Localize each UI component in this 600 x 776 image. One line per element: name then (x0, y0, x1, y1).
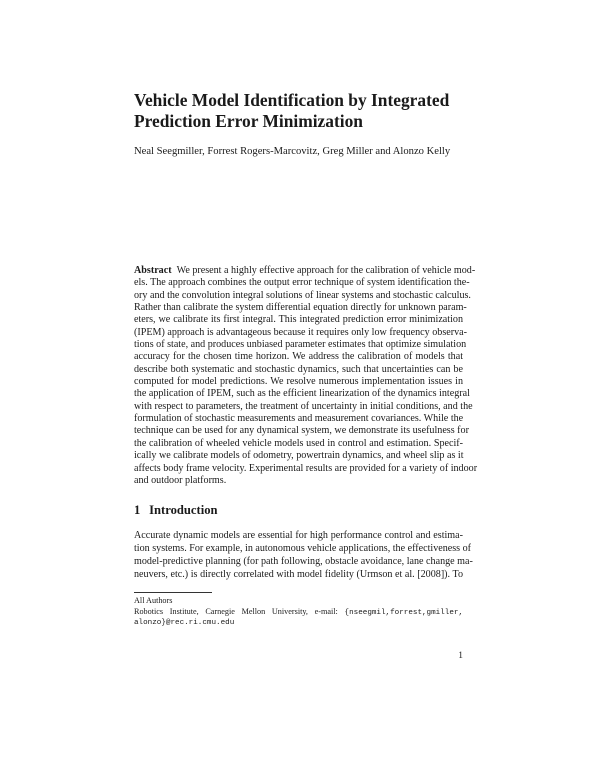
footnote-heading: All Authors (134, 596, 173, 605)
abstract-line (134, 265, 476, 277)
abstract-line: els. The approach combines the output error technique of system identification the- (134, 277, 470, 289)
abstract (134, 265, 478, 487)
abstract-line: computed for model predictions. We resolve numerous implementation issues in (134, 376, 463, 388)
abstract-line: ically we calibrate models of odometry, powertrain dynamics, and wheel slip as it (134, 450, 464, 462)
abstract-line: (IPEM) approach is advantageous because it requires only low frequency observa- (134, 326, 467, 338)
introduction-body (134, 530, 473, 582)
abstract-line: affects body frame velocity. Experimental results are provided for a variety of indoor (134, 462, 478, 474)
abstract-line: technique can be used for any dynamical system, we demonstrate its usefulness for (134, 425, 469, 437)
section-title: Introduction (149, 503, 218, 517)
abstract-line: formulation of stochastic measurements and measurement covariances. While the (134, 413, 464, 425)
abstract-label: Abstract (134, 265, 172, 276)
abstract-text: We present a highly effective approach for the calibration of vehicle mod- (176, 265, 476, 276)
body-line: tion systems. For example, in autonomous vehicle applications, the effectiveness of (134, 542, 472, 554)
paper-title (134, 90, 474, 132)
title-line: Vehicle Model Identification by Integrated (134, 90, 450, 110)
title-line: Prediction Error Minimization (134, 111, 363, 131)
body-line: Accurate dynamic models are essential for high performance control and estima- (134, 530, 463, 541)
page-number: 1 (458, 651, 463, 661)
abstract-line: the calibration of wheeled vehicle models used in control and estimation. Specif- (134, 437, 463, 449)
abstract-line: with respect to parameters, the treatment of uncertainty in initial conditions, and the (134, 400, 473, 412)
abstract-line: accuracy for the chosen time horizon. We address the calibration of models that (134, 351, 463, 363)
body-line: neuvers, etc.) is directly correlated with model fidelity (Urmson et al. [2008]). To (134, 568, 463, 580)
abstract-line: eters, we calibrate its first integral. This integrated prediction error minimization (134, 314, 463, 326)
footnote (134, 596, 463, 629)
footnote-email: {nseegmil,forrest,gmiller, (344, 608, 464, 617)
footnote-rule (134, 592, 212, 593)
abstract-line: ory and the convolution integral solutions of linear systems and stochastic calculus. (134, 289, 471, 301)
abstract-line: describe both systematic and stochastic dynamics, such that uncertainties can be (134, 363, 463, 375)
footnote-email-cont: alonzo}@rec.ri.cmu.edu (134, 619, 235, 627)
body-line: model-predictive planning (for path following, obstacle avoidance, lane change ma- (134, 555, 473, 567)
abstract-line: tions of state, and produces unbiased parameter estimates that optimize simulation (134, 339, 467, 351)
section-heading (134, 503, 218, 518)
footnote-affiliation (134, 607, 463, 619)
section-number: 1 (134, 503, 141, 517)
abstract-line: and outdoor platforms. (134, 474, 227, 486)
abstract-line: the application of IPEM, such as the efficient linearization of the dynamics integral (134, 388, 470, 400)
abstract-line: Rather than calibrate the system differential equation directly for unknown param- (134, 302, 467, 314)
footnote-affiliation-text: Robotics Institute, Carnegie Mellon University, e-mail: (134, 606, 338, 616)
author-list: Neal Seegmiller, Forrest Rogers-Marcovitz, Greg Miller and Alonzo Kelly (134, 146, 451, 157)
